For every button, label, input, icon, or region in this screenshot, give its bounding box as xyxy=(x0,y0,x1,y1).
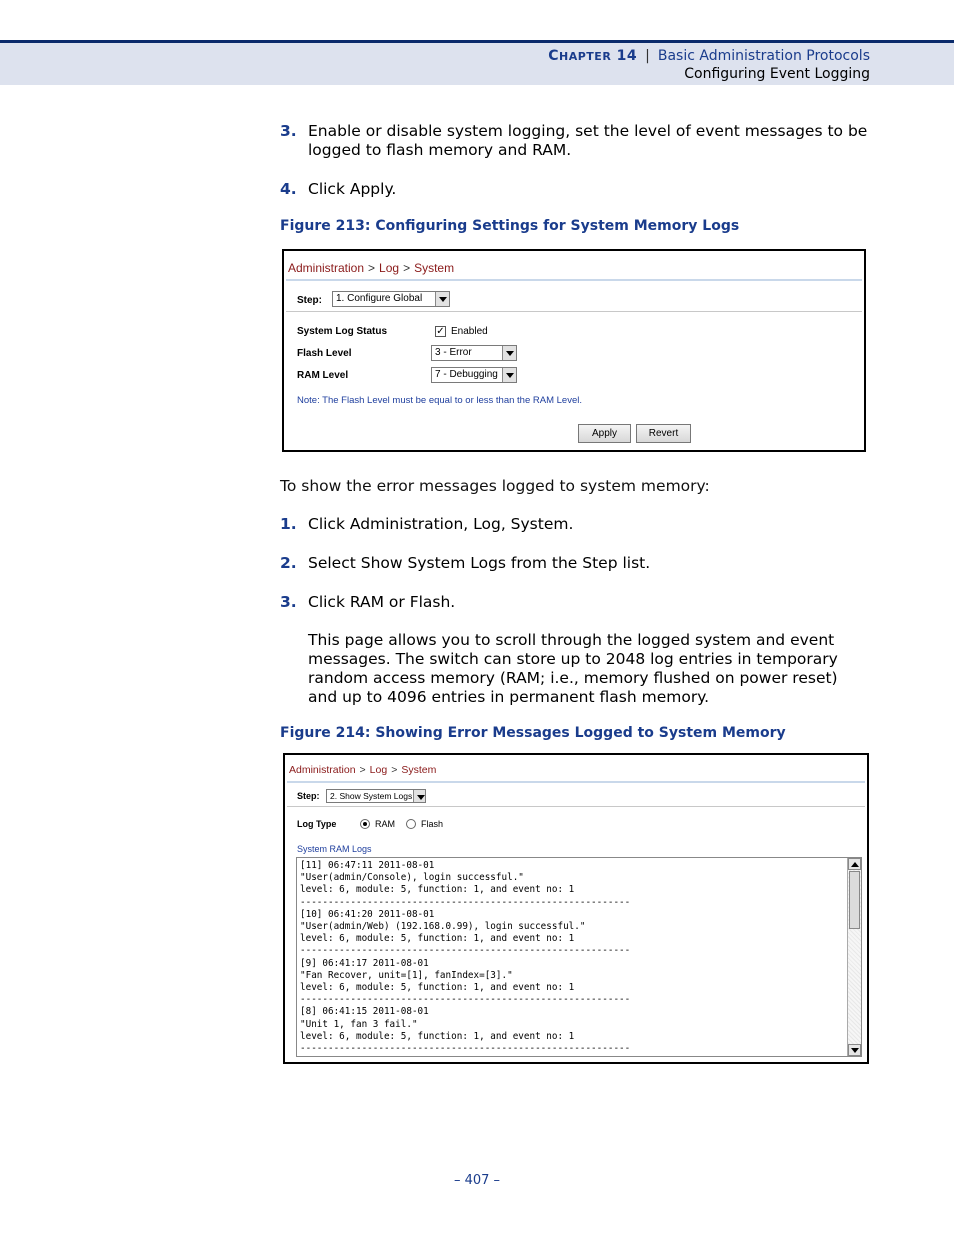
ram-level-select[interactable] xyxy=(431,367,517,383)
step-item xyxy=(280,122,880,160)
step-text: Click RAM or Flash. xyxy=(308,593,456,611)
breadcrumb-administration[interactable]: Administration xyxy=(289,764,356,776)
ram-radio[interactable] xyxy=(360,819,370,829)
page-header xyxy=(0,40,954,85)
figure-214-screenshot xyxy=(283,753,869,1064)
flash-radio[interactable] xyxy=(406,819,416,829)
title-rule xyxy=(286,279,862,281)
enabled-checkbox[interactable]: ✓ xyxy=(436,326,445,337)
enabled-label: Enabled xyxy=(451,326,488,337)
flash-level-note: Note: The Flash Level must be equal to or less than the RAM Level. xyxy=(297,395,582,406)
breadcrumb-log[interactable]: Log xyxy=(379,261,400,275)
step-select[interactable] xyxy=(332,291,450,307)
breadcrumb xyxy=(288,261,454,275)
flash-level-label: Flash Level xyxy=(297,348,352,359)
divider xyxy=(287,806,865,807)
step-text: Enable or disable system logging, set the level of event messages to be logged to flash memory and RAM. xyxy=(308,122,868,159)
title-rule xyxy=(287,781,865,783)
system-log-status-label: System Log Status xyxy=(297,326,388,337)
breadcrumb-system[interactable]: System xyxy=(401,764,437,776)
step-select-value: 2. Show System Logs xyxy=(330,791,413,801)
scroll-up-icon[interactable] xyxy=(848,858,861,870)
figure-caption: Figure 214: Showing Error Messages Logged to System Memory xyxy=(280,725,786,741)
step-item xyxy=(280,515,880,534)
page-number: – 407 – xyxy=(453,1173,501,1188)
step-item xyxy=(280,180,880,199)
figure-caption: Figure 213: Configuring Settings for System Memory Logs xyxy=(280,218,740,234)
description-paragraph: This page allows you to scroll through the logged system and event messages. The switch can store up to 2048 log entries in temporary random access memory (RAM; i.e., memory flushed on power reset) and up to 4096 entries in permanent flash memory. xyxy=(308,631,838,706)
step-text: Click Administration, Log, System. xyxy=(308,515,574,533)
breadcrumb-administration[interactable]: Administration xyxy=(288,261,365,275)
step-item xyxy=(280,554,880,573)
revert-button[interactable]: Revert xyxy=(636,424,691,443)
step-label: Step: xyxy=(297,791,320,801)
chapter-heading xyxy=(548,48,870,64)
step-number: 3. xyxy=(280,593,297,611)
ram-level-value: 7 - Debugging xyxy=(435,369,498,380)
breadcrumb-log[interactable]: Log xyxy=(369,764,388,776)
step-select[interactable] xyxy=(326,789,426,803)
chevron-down-icon[interactable] xyxy=(502,368,516,382)
step-number: 4. xyxy=(280,180,297,198)
log-textarea[interactable] xyxy=(296,857,862,1057)
header-separator: | xyxy=(645,48,650,64)
chevron-down-icon[interactable] xyxy=(502,346,516,360)
flash-level-value: 3 - Error xyxy=(435,347,472,358)
section-title: Configuring Event Logging xyxy=(684,66,870,82)
chapter-title: Basic Administration Protocols xyxy=(657,48,870,64)
step-text: Select Show System Logs from the Step list. xyxy=(308,554,651,572)
figure-213-screenshot xyxy=(282,249,866,452)
step-item xyxy=(280,593,880,612)
apply-button[interactable]: Apply xyxy=(578,424,631,443)
flash-level-select[interactable] xyxy=(431,345,517,361)
step-label: Step: xyxy=(297,295,322,306)
breadcrumb-separator: > xyxy=(359,764,366,776)
chapter-label: CHAPTER 14 xyxy=(548,48,638,64)
step-select-value: 1. Configure Global xyxy=(336,293,423,304)
flash-radio-label: Flash xyxy=(421,819,444,829)
step-text: Click Apply. xyxy=(308,180,397,198)
chevron-down-icon[interactable] xyxy=(413,790,425,802)
breadcrumb-separator: > xyxy=(403,261,411,275)
intro-text: To show the error messages logged to system memory: xyxy=(280,477,710,495)
scroll-thumb[interactable] xyxy=(849,871,860,929)
step-number: 2. xyxy=(280,554,297,572)
breadcrumb xyxy=(289,764,436,776)
chevron-down-icon[interactable] xyxy=(435,292,449,306)
divider xyxy=(286,311,862,312)
vertical-scrollbar[interactable] xyxy=(847,858,861,1056)
log-content: [11] 06:47:11 2011-08-01 "User(admin/Console), login successful." level: 6, module: 5, function: 1, and event no: 1 ----------------------------------------------------------- [10] 06:41:20 2011-08-01 "User(admin/Web) (192.168.0.99), login successful." level: 6, module: 5, function: 1, and event no: 1 ----------------------------------------------------------- [9] 06:41:17 2011-08-01 "Fan Recover, unit=[1], fanIndex=[3]." level: 6, module: 5, function: 1, and event no: 1 ----------------------------------------------------------- [8] 06:41:15 2011-08-01 "Unit 1, fan 3 fail." level: 6, module: 5, function: 1, and event no: 1 ----------------------------------------------------------- xyxy=(300,860,631,1055)
ram-level-label: RAM Level xyxy=(297,370,349,381)
breadcrumb-separator: > xyxy=(391,764,398,776)
logs-title: System RAM Logs xyxy=(297,844,372,854)
scroll-down-icon[interactable] xyxy=(848,1044,861,1056)
ram-radio-label: RAM xyxy=(375,819,395,829)
step-number: 1. xyxy=(280,515,297,533)
log-type-label: Log Type xyxy=(297,819,337,829)
step-number: 3. xyxy=(280,122,297,140)
breadcrumb-system[interactable]: System xyxy=(414,261,455,275)
breadcrumb-separator: > xyxy=(368,261,376,275)
